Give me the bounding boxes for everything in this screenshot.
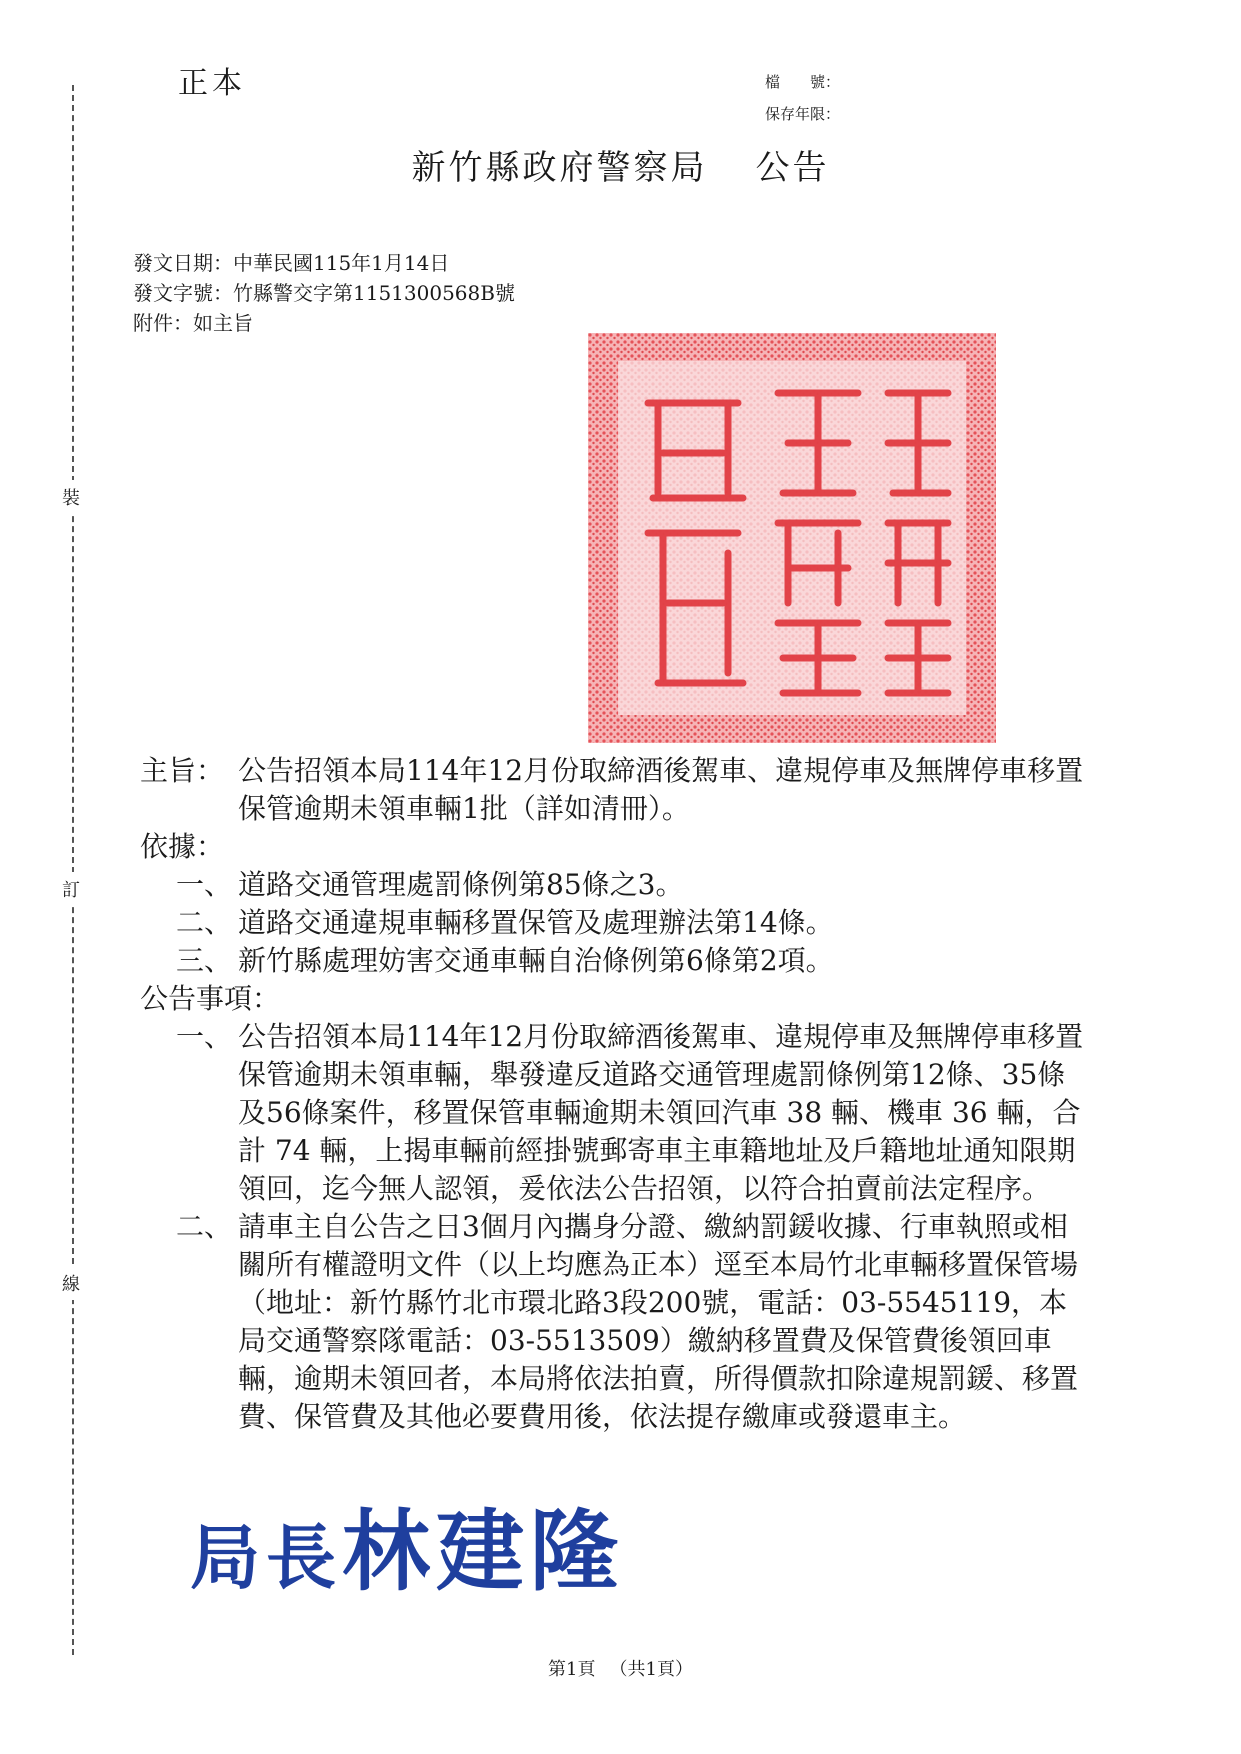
- binding-line: [72, 85, 74, 1655]
- page-number: 第1頁: [548, 1659, 596, 1680]
- reference-number: 發文字號：竹縣警交字第1151300568B號: [133, 281, 515, 305]
- notice-item-text: 公告招領本局114年12月份取締酒後駕車、違規停車及無牌停車移置保管逾期未領車輛，舉發違反道路交通管理處罰條例第12條、35條及56條案件，移置保管車輛逾期未領回汽車 38 輛、機車 36 輛，合計 74 輛，上揭車輛前經掛號郵寄車主車籍地址及戶籍地址通知限期領回，迄今無人認領，爰依法公告招領，以符合拍賣前法定程序。: [238, 1020, 1084, 1205]
- issue-date: 發文日期：中華民國115年1月14日: [133, 251, 450, 275]
- document-meta: [133, 248, 515, 338]
- copy-label: 正本: [178, 66, 246, 101]
- notice-heading: 公告事項：: [140, 982, 281, 1015]
- binding-mark-zhuang: 裝: [62, 480, 80, 514]
- director-signature: [190, 1482, 624, 1608]
- notice-item-number: 二、: [176, 1210, 233, 1243]
- notice-item: [140, 1208, 1090, 1436]
- document-type: 公告: [755, 148, 830, 188]
- binding-mark-xian: 線: [62, 1266, 80, 1300]
- official-seal: [588, 333, 996, 743]
- basis-heading: 依據：: [140, 830, 225, 863]
- basis-item-number: 二、: [176, 906, 233, 939]
- notice-item-number: 一、: [176, 1020, 233, 1053]
- retention-label: 保存年限：: [765, 105, 841, 123]
- document-title: [0, 140, 1241, 189]
- signature-name: 林建隆: [342, 1499, 625, 1603]
- document-body: [140, 752, 1090, 1436]
- basis-item: [140, 904, 1090, 942]
- subject-text: 公告招領本局114年12月份取締酒後駕車、違規停車及無牌停車移置保管逾期未領車輛1批（詳如清冊）。: [238, 754, 1084, 825]
- notice-item-text: 請車主自公告之日3個月內攜身分證、繳納罰鍰收據、行車執照或相關所有權證明文件（以上均應為正本）逕至本局竹北車輛移置保管場（地址：新竹縣竹北市環北路3段200號，電話：03-5545119，本局交通警察隊電話：03-5513509）繳納移置費及保管費後領回車輛，逾期未領回者，本局將依法拍賣，所得價款扣除違規罰鍰、移置費、保管費及其他必要費用後，依法提存繳庫或發還車主。: [238, 1210, 1079, 1433]
- archive-number-label: 檔 號：: [765, 73, 841, 91]
- archive-info: [765, 66, 840, 130]
- signature-title: 局長: [190, 1516, 342, 1599]
- basis-item-text: 道路交通違規車輛移置保管及處理辦法第14條。: [238, 906, 834, 939]
- basis-item: [140, 866, 1090, 904]
- basis-item-text: 新竹縣處理妨害交通車輛自治條例第6條第2項。: [238, 944, 834, 977]
- page-total: （共1頁）: [609, 1659, 693, 1680]
- notice-item: [140, 1018, 1090, 1208]
- basis-item: [140, 942, 1090, 980]
- basis-item-number: 三、: [176, 944, 233, 977]
- agency-name: 新竹縣政府警察局: [411, 148, 708, 188]
- basis-item-text: 道路交通管理處罰條例第85條之3。: [238, 868, 684, 901]
- attachment: 附件：如主旨: [133, 311, 253, 335]
- binding-mark-ding: 訂: [62, 872, 80, 906]
- page-footer: [0, 1655, 1241, 1681]
- subject: [140, 752, 1090, 828]
- basis-item-number: 一、: [176, 868, 233, 901]
- subject-label: 主旨：: [140, 754, 225, 787]
